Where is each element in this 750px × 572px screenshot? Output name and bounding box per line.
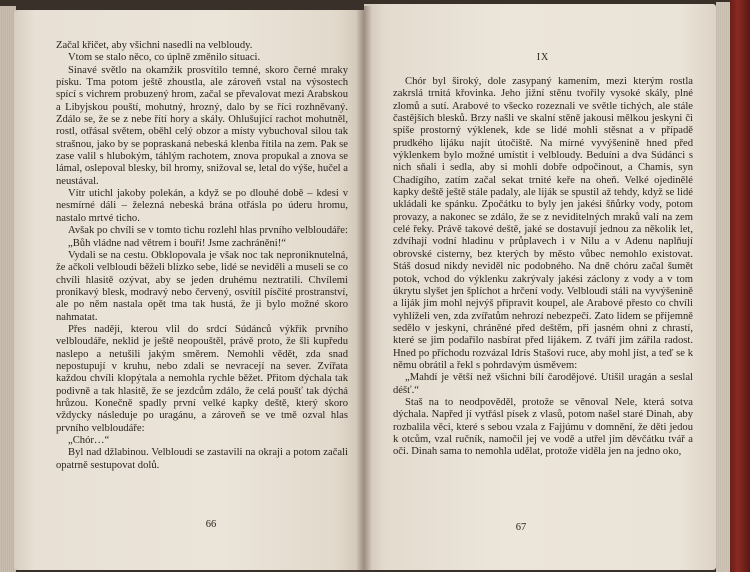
page-number-left: 66: [205, 519, 217, 530]
paragraph: „Bůh vládne nad větrem i bouří! Jsme zachráněni!“: [68, 237, 286, 249]
chapter-number: IX: [536, 52, 550, 63]
paragraph: Vítr utichl jakoby polekán, a když se po dlouhé době – kdesi v nesmírné dáli – železná nebeská brána otřásla po úderu hromu, nastalo mrtvé ticho.: [56, 188, 348, 224]
right-page-edges: [716, 2, 730, 572]
paragraph: Sinavé světlo na okamžik prosvítilo temné, skoro černé mraky písku. Tma potom ještě zhoustla, ale zároveň vstal na výsostech spící s vichrem probuzený hrom, začal se převalovat mezi Arabskou a Libyjskou pouští, mohutný, hrozný, dalo by se říci rozhněvaný. Zdálo se, že se z nebe řítí hory a skály. Ohlušující rachot mohutněl, rostl, otřásal světem, oběhl celý obzor a místy vybuchoval silou tak strašnou, jako by se popraskaná nebeská klenba řítila na zem. Pak se zase valil s hlubokým, táhlým rachotem, znova propukal a znova se lámal, oslepoval blesky, bil hromy, snižoval se, letal do výše, hučel a neustával.: [56, 64, 348, 187]
paragraph: „Chór…“: [68, 435, 110, 446]
left-page-text: [56, 40, 348, 472]
paragraph: Vtom se stalo něco, co úplně změnilo situaci.: [68, 52, 261, 64]
paragraph: Avšak po chvíli se v tomto tichu rozlehl hlas prvního velbloudáře:: [68, 225, 348, 237]
paragraph: Staš na to neodpověděl, protože se věnoval Nele, která sotva dýchala. Napřed jí vytřásl písek z vlasů, potom našel staré Dinah, aby rozbalila věci, které s sebou vzala z Fajjúmu v domnění, že děti jedou k otcům, vzal ručník, namočil jej ve vodě a utřel jím děvčátku tvář a oči. Dinah sama to nemohla udělat, protože viděla jen na jedno oko,: [393, 396, 693, 458]
paragraph: Vydali se na cestu. Obklopovala je však noc tak neproniknutelná, že ačkoli velbloudi běželi blízko sebe, lidé se neviděli a museli se co chvíli hlasitě ozývat, aby se jeden druhému neztratili. Chvílemi pronikavý blesk, modravý nebo červený, osvítil písčité prostranství, ale po něm nastala opět tma tak hustá, že ji bylo možné skoro nahmatat.: [56, 249, 348, 323]
book-cover: [730, 0, 750, 572]
paragraph: Přes naději, kterou vlil do srdcí Súdánců výkřik prvního velbloudáře, neklid je ještě neopouštěl, právě proto, že šli kupředu naslepo a netušili jakým směrem. Nemohli vědět, zda snad nepostupují v kruhu, nebo zdali se nevracejí na sever. Zvířata každou chvíli klopýtala a nemohla rychle běžet. Přitom dýchala tak podivně a tak hlasitě, že se jezdcům zdálo, že celá poušť tak dýchá hrůzou. Konečně spadly první velké kapky deště, který skoro vždycky následuje po uragánu, a zároveň se ve tmě ozval hlas prvního velbloudáře:: [56, 323, 348, 434]
paragraph: „Mahdí je větší než všichni bílí čarodějové. Utišil uragán a seslal déšť.“: [393, 372, 693, 396]
paragraph: Byl nad džlabinou. Velbloudi se zastavili na okraji a potom začali opatrně sestupovat dolů.: [56, 447, 348, 471]
paragraph: Chór byl široký, dole zasypaný kamením, mezi kterým rostla zakrslá trnitá křovinka. Jeho jižní stěnu tvořily vysoké skály, plné zlomů a sutí. Arabové to všecko rozeznali ve světle tichých, ale stále častějších blesků. Brzy našli ve skalní stěně jakousi mělkou jeskyni či spíše prostorný výklenek, kde se lidé mohli stěsnat a v případě prudkého lijáku najít útočiště. Na mírné vyvýšenině hned před výklenkem bylo možné umístit i velbloudy. Beduíni a dva Súdánci s nich sňali i sedla, aby si mohli dobře odpočinout, a Chamis, syn Chadígího, zatím začal sekat trnité keře na oheň. Velké ojedinělé kapky deště ještě stále padaly, ale liják se spustil až tehdy, když se lidé ukládali ke spánku. Zpočátku to byly jen jakési šňůrky vody, potom provazy, a nakonec se zdálo, že se z neviditelných mraků valí na zem celé řeky. Právě takové deště, jaké se dostavují jednou za několik let, zdvíhají vodní hladinu v průplavech i v Nilu a v Adenu naplňují obrovské cisterny, bez kterých by město vůbec nemohlo existovat. Stáš dosud nikdy neviděl nic podobného. Na dně chóru začal šumět potok, vchod do výklenku zakrývaly jakési záclony z vody a v tom úkrytu slyšet jen šplíchot a hrčení vody. Velbloudi stáli na vyvýšenině a liják jim mohl nejvýš připravit koupel, ale Arabové přesto co chvíli vyhlíželi ven, zda zvířatům nehrozí nebezpečí. Zato lidem se příjemně sedělo v jeskyni, chráněné před deštěm, při jasném ohni z chrastí, které se jim podařilo nasbírat před lijákem. Z tváří jim zářila radost. Hned po příchodu rozvázal Idrís Stašovi ruce, aby mohl jíst, a teď se k němu obrátil a řekl s pohrdavým úsměvem:: [393, 76, 693, 371]
right-page-text: [393, 76, 693, 459]
paragraph: Začal křičet, aby všichni nasedli na velbloudy.: [56, 40, 253, 51]
book-gutter: [356, 6, 372, 570]
page-number-right: 67: [515, 522, 527, 533]
